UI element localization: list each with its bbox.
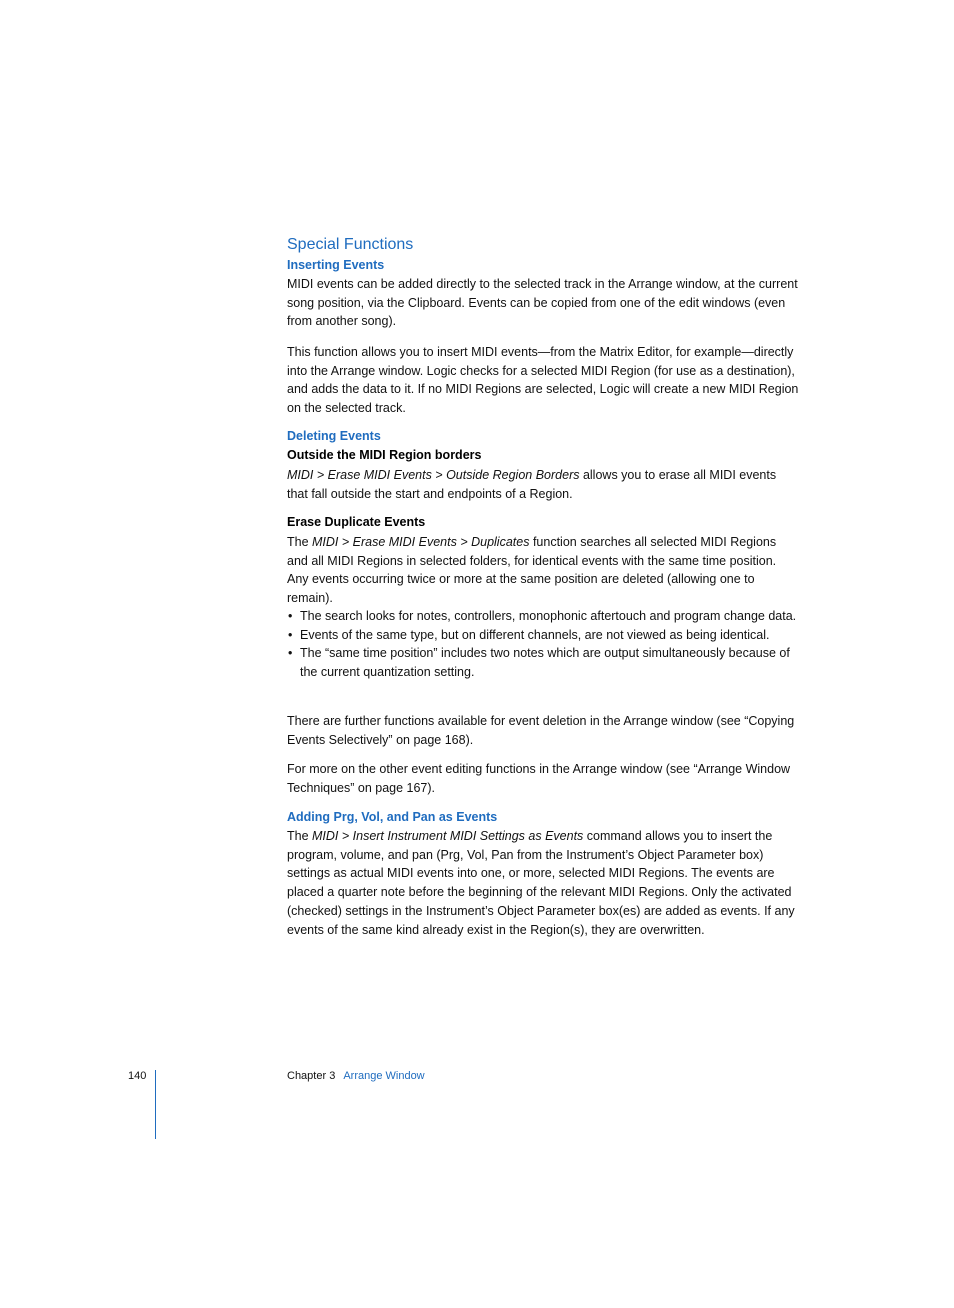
chapter-footer [287,1070,425,1082]
dup-text: function searches all selected MIDI Regions and all MIDI Regions in selected folders, for identical events with the same time position. Any events occurring twice or more at the same position are deleted (allowing one to remain). [287,535,777,606]
page-number: 140 [128,1070,147,1082]
dup-pre: The [287,535,313,549]
inserting-para-2: This function allows you to insert MIDI events—from the Matrix Editor, for example—directly into the Arrange window. Logic checks for a selected MIDI Region (for use as a destination), and adds the data to it. If no MIDI Regions are selected, Logic will create a new MIDI Region on the selected track. [287,345,799,416]
erase-duplicates-subheading: Erase Duplicate Events [287,515,426,529]
chapter-title: Arrange Window [343,1070,425,1082]
list-item: • Events of the same type, but on different channels, are not viewed as being identical. [287,626,799,645]
adding-pre: The [287,829,313,843]
duplicates-menu-path: MIDI > Erase MIDI Events > Duplicates [312,535,530,549]
adding-prg-heading: Adding Prg, Vol, and Pan as Events [287,810,498,824]
more-functions-para: For more on the other event editing functions in the Arrange window (see “Arrange Window Techniques” on page 167). [287,762,791,795]
list-item: • The search looks for notes, controllers, monophonic aftertouch and program change data. [287,607,799,626]
insert-settings-menu-path: MIDI > Insert Instrument MIDI Settings as Events [312,829,584,843]
erase-duplicates-para [287,533,799,608]
adding-prg-para [287,827,799,939]
footer-divider [155,1070,156,1139]
inserting-para-1: MIDI events can be added directly to the selected track in the Arrange window, at the current song position, via the Clipboard. Events can be copied from one of the edit windows (even from another song). [287,277,798,329]
outside-menu-path: MIDI > Erase MIDI Events > Outside Region Borders [287,468,580,482]
list-item: • The “same time position” includes two notes which are output simultaneously because of the current quantization setting. [287,644,799,681]
outside-borders-para [287,466,799,503]
adding-text: command allows you to insert the program, volume, and pan (Prg, Vol, Pan from the Instrument’s Object Parameter box) settings as actual MIDI events into one, or more, selected MIDI Regions. The events are placed a quarter note before the beginning of the relevant MIDI Regions. Only the activated (checked) settings in the Instrument’s Object Parameter box(es) are added as events. If any events of the same kind already exist in the Region(s), they are overwritten. [287,829,795,937]
outside-text: allows you to erase all MIDI events that fall outside the start and endpoints of a Region. [287,468,777,501]
inserting-events-heading: Inserting Events [287,258,385,272]
deleting-events-heading: Deleting Events [287,429,381,443]
duplicates-bullet-list [287,607,799,682]
chapter-label: Chapter 3 [287,1070,336,1082]
section-title: Special Functions [287,236,414,253]
outside-borders-subheading: Outside the MIDI Region borders [287,448,482,462]
further-functions-para: There are further functions available for event deletion in the Arrange window (see “Copying Events Selectively” on page 168). [287,714,795,747]
